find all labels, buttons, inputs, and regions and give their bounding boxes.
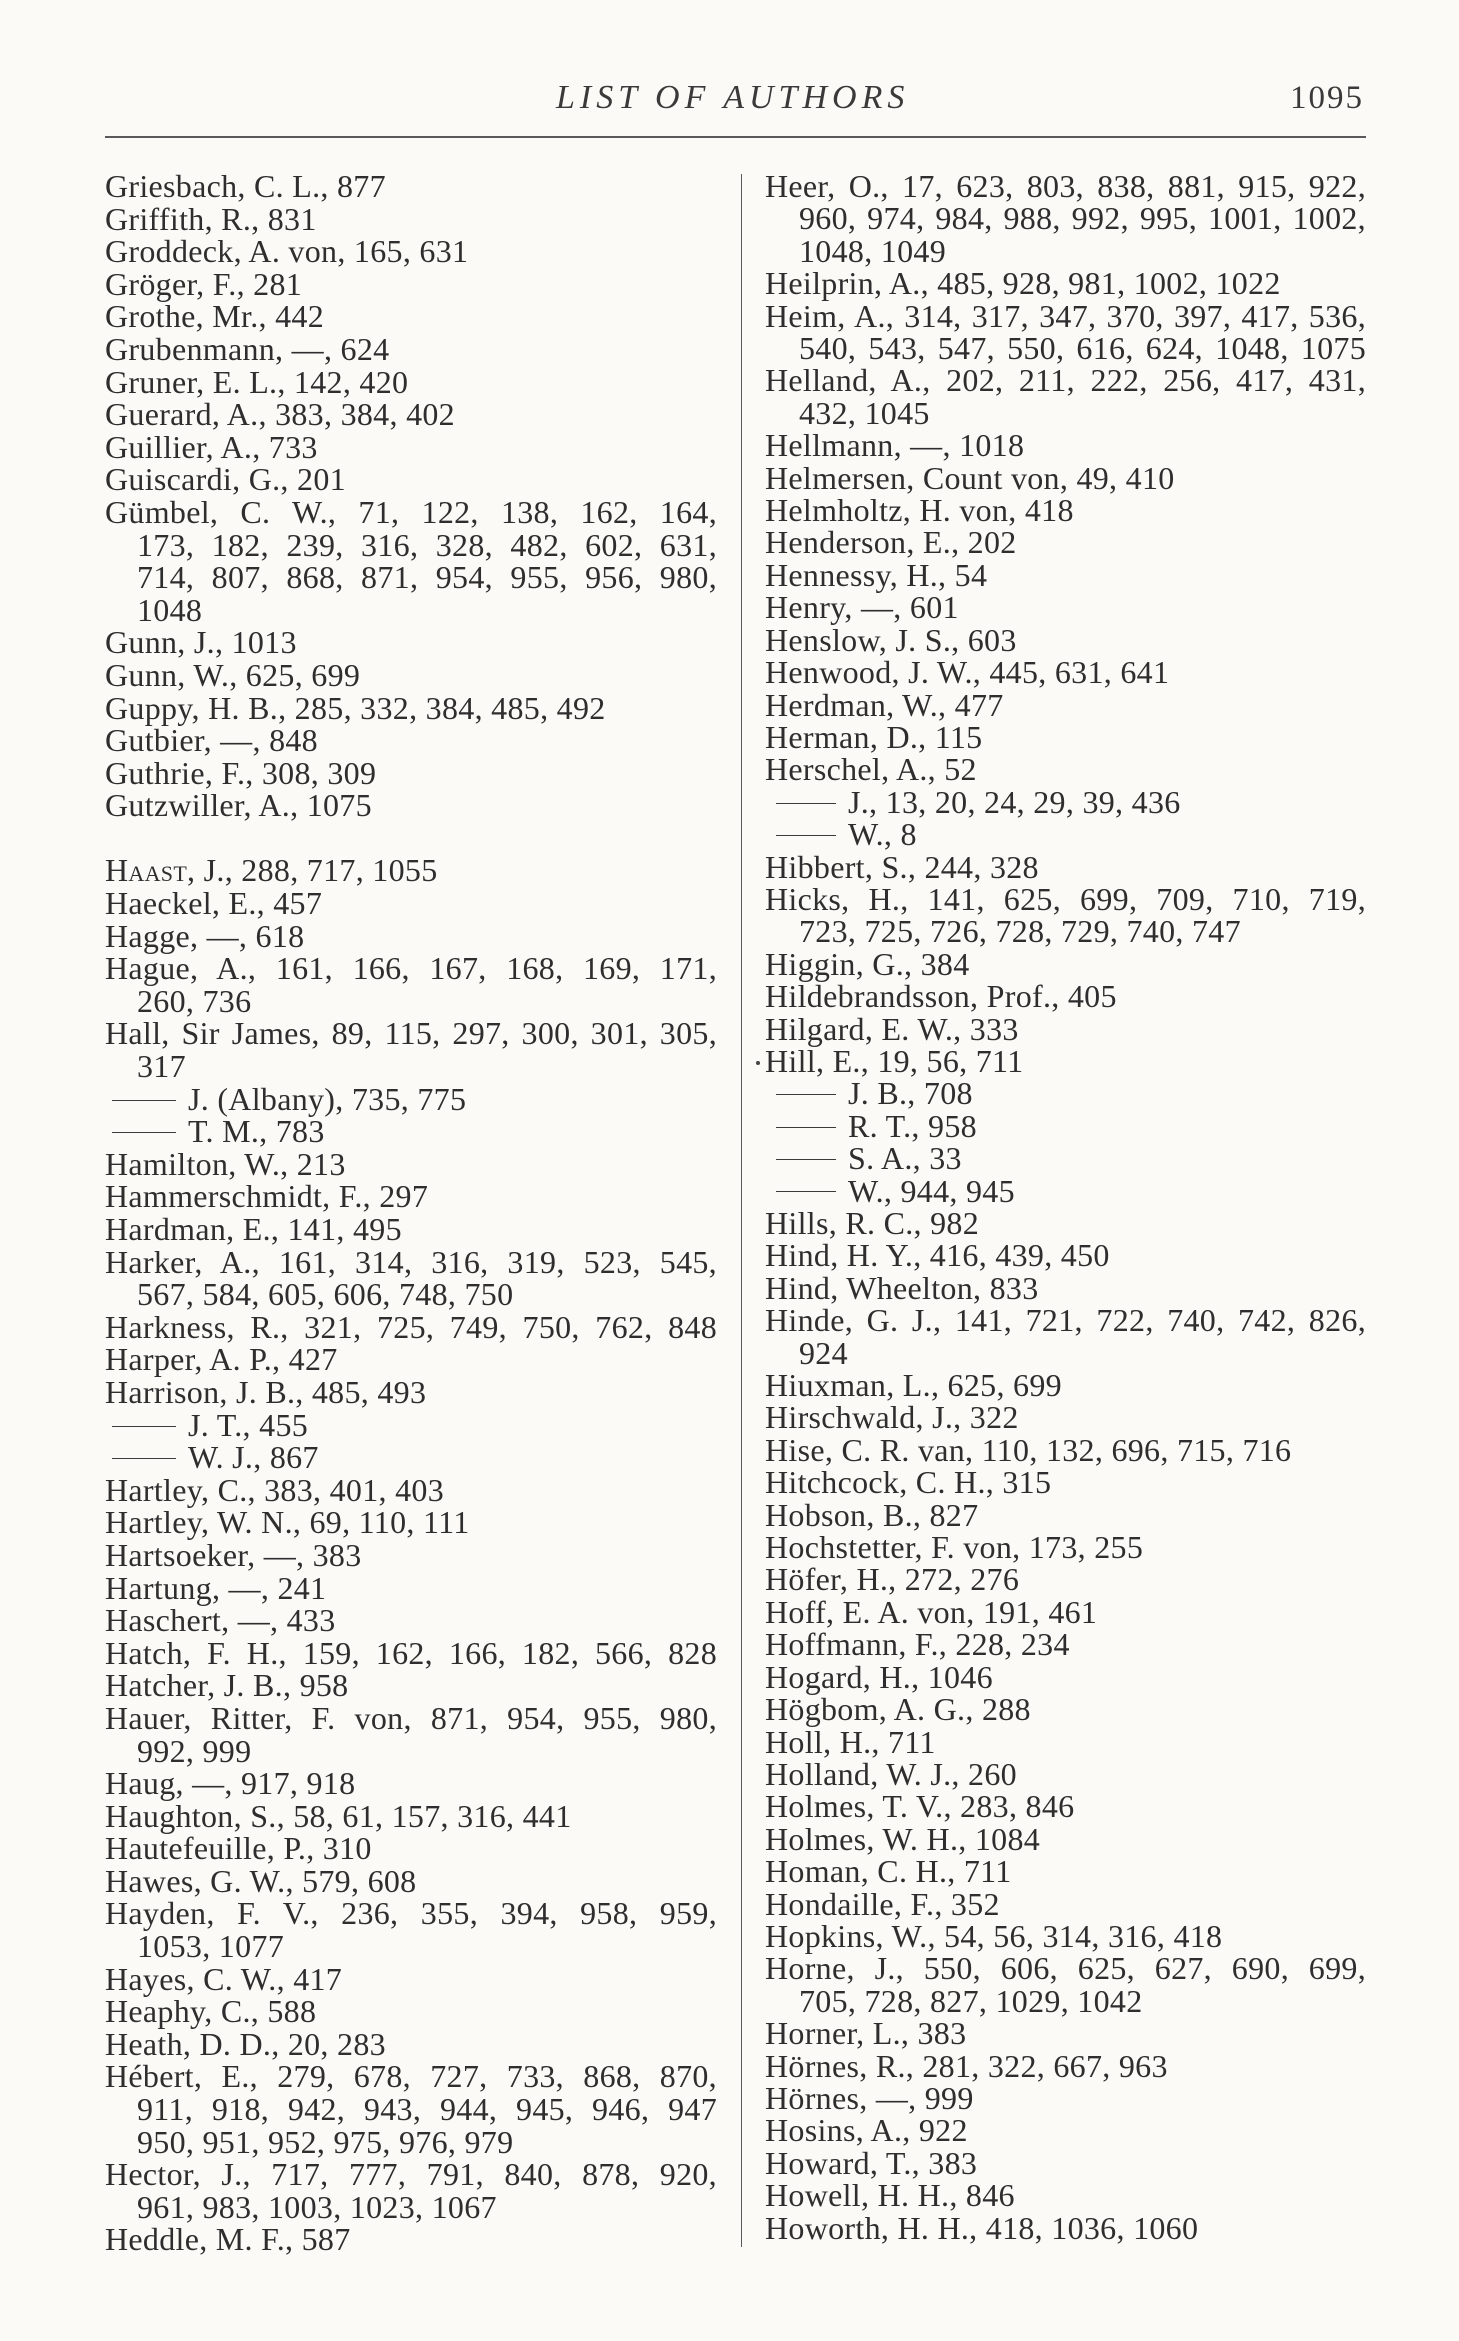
index-entry: Guiscardi, G., 201 <box>105 461 346 498</box>
page-number: 1095 <box>1290 80 1364 116</box>
ditto-dash <box>112 1132 176 1133</box>
index-entry: Harper, A. P., 427 <box>105 1341 338 1378</box>
index-entry: Henslow, J. S., 603 <box>765 621 1017 658</box>
index-entry: Howell, H. H., 846 <box>765 2177 1015 2214</box>
ditto-dash <box>776 1094 836 1095</box>
index-entry-continuation: 992, 999 <box>137 1732 252 1769</box>
index-entry-continuation: 961, 983, 1003, 1023, 1067 <box>137 2188 497 2225</box>
subentry-text: S. A., 33 <box>848 1140 962 1177</box>
index-entry: Hise, C. R. van, 110, 132, 696, 715, 716 <box>765 1431 1292 1468</box>
index-entry: Homan, C. H., 711 <box>765 1853 1012 1890</box>
left-column <box>105 170 717 2256</box>
ditto-dash <box>112 1100 176 1101</box>
index-entry: Hatcher, J. B., 958 <box>105 1667 349 1704</box>
index-entry-continuation: 260, 736 <box>137 982 252 1019</box>
index-entry: Gutzwiller, A., 1075 <box>105 787 372 824</box>
index-entry: Hicks, H., 141, 625, 699, 709, 710, 719, <box>765 880 1366 917</box>
index-entry: Gunn, W., 625, 699 <box>105 656 361 693</box>
index-entry-continuation: 173, 182, 239, 316, 328, 482, 602, 631, <box>137 526 717 563</box>
subentry-text: W., 944, 945 <box>848 1172 1015 1209</box>
index-subentry <box>105 1115 717 1148</box>
index-entry: Hilgard, E. W., 333 <box>765 1010 1019 1047</box>
index-entry: Hind, Wheelton, 833 <box>765 1269 1039 1306</box>
index-entry: Heddle, M. F., 587 <box>105 2221 351 2258</box>
subentry-text: T. M., 783 <box>188 1113 325 1150</box>
index-entry: Gruner, E. L., 142, 420 <box>105 363 409 400</box>
ditto-dash <box>776 1191 836 1192</box>
index-subentry <box>765 1140 1366 1177</box>
index-entry: Gutbier, —, 848 <box>105 722 318 759</box>
ditto-dash <box>776 1159 836 1160</box>
index-entry: Henry, —, 601 <box>765 589 959 626</box>
index-entry: Henwood, J. W., 445, 631, 641 <box>765 654 1170 691</box>
index-entry: Hamilton, W., 213 <box>105 1145 346 1182</box>
index-entry-continuation: 432, 1045 <box>799 394 930 431</box>
index-entry: Hörnes, R., 281, 322, 667, 963 <box>765 2047 1168 2084</box>
ditto-dash <box>776 835 836 836</box>
index-entry: Hauer, Ritter, F. von, 871, 954, 955, 980, <box>105 1699 717 1736</box>
index-entry: Hinde, G. J., 141, 721, 722, 740, 742, 826, <box>765 1302 1366 1339</box>
index-entry: Heim, A., 314, 317, 347, 370, 397, 417, 536, <box>765 297 1366 334</box>
index-entry: Howard, T., 383 <box>765 2144 978 2181</box>
index-entry: Hautefeuille, P., 310 <box>105 1830 372 1867</box>
ditto-dash <box>112 1458 176 1459</box>
index-entry: Gümbel, C. W., 71, 122, 138, 162, 164, <box>105 493 717 530</box>
index-entry: Hill, E., 19, 56, 711 <box>765 1042 1024 1079</box>
index-entry: Heath, D. D., 20, 283 <box>105 2025 386 2062</box>
index-entry: Groddeck, A. von, 165, 631 <box>105 233 469 270</box>
index-entry-continuation: 950, 951, 952, 975, 976, 979 <box>137 2123 514 2160</box>
index-entry-continuation: 1048 <box>137 591 203 628</box>
index-entry: Harkness, R., 321, 725, 749, 750, 762, 848 <box>105 1308 717 1345</box>
index-entry: Gröger, F., 281 <box>105 265 303 302</box>
index-subentry <box>105 1406 717 1443</box>
index-subentry <box>765 1107 1366 1144</box>
index-entry: Holmes, W. H., 1084 <box>765 1820 1041 1857</box>
index-entry: Hall, Sir James, 89, 115, 297, 300, 301, 305, <box>105 1015 717 1052</box>
index-entry: Hague, A., 161, 166, 167, 168, 169, 171, <box>105 950 717 987</box>
print-speck <box>756 1061 760 1065</box>
index-entry: Hogard, H., 1046 <box>765 1658 993 1695</box>
subentry-text: W., 8 <box>848 816 917 853</box>
index-subentry <box>105 1441 717 1474</box>
index-entry: Herschel, A., 52 <box>765 751 977 788</box>
subentry-text: J. B., 708 <box>848 1075 973 1112</box>
subentry-text: J. T., 455 <box>188 1406 309 1443</box>
index-entry: Hondaille, F., 352 <box>765 1885 1000 1922</box>
index-entry-continuation: 1048, 1049 <box>799 232 946 269</box>
index-entry-continuation: 540, 543, 547, 550, 616, 624, 1048, 1075 <box>799 330 1366 367</box>
index-entry: Haeckel, E., 457 <box>105 885 323 922</box>
index-entry: Hibbert, S., 244, 328 <box>765 848 1039 885</box>
index-entry: Hartung, —, 241 <box>105 1569 327 1606</box>
index-entry-continuation: 317 <box>137 1048 186 1085</box>
index-entry: Hobson, B., 827 <box>765 1496 979 1533</box>
subentry-text: W. J., 867 <box>188 1439 319 1476</box>
index-subentry <box>105 1080 717 1117</box>
index-entry: Heilprin, A., 485, 928, 981, 1002, 1022 <box>765 265 1281 302</box>
ditto-dash <box>776 1127 836 1128</box>
index-entry: Höfer, H., 272, 276 <box>765 1561 1020 1598</box>
running-title: LIST OF AUTHORS <box>556 79 910 116</box>
index-entry: Hébert, E., 279, 678, 727, 733, 868, 870, <box>105 2058 717 2095</box>
index-entry: Högbom, A. G., 288 <box>765 1691 1031 1728</box>
index-entry: Hörnes, —, 999 <box>765 2079 974 2116</box>
index-entry: Hatch, F. H., 159, 162, 166, 182, 566, 828 <box>105 1634 717 1671</box>
index-entry: Hammerschmidt, F., 297 <box>105 1178 429 1215</box>
index-entry: Hartley, W. N., 69, 110, 111 <box>105 1504 470 1541</box>
index-entry: Harker, A., 161, 314, 316, 319, 523, 545, <box>105 1243 717 1280</box>
index-entry: Hector, J., 717, 777, 791, 840, 878, 920, <box>105 2156 717 2193</box>
index-entry: Holmes, T. V., 283, 846 <box>765 1788 1075 1825</box>
index-entry: Helland, A., 202, 211, 222, 256, 417, 431, <box>765 362 1366 399</box>
index-entry: Henderson, E., 202 <box>765 524 1017 561</box>
index-entry: Hoffmann, F., 228, 234 <box>765 1626 1070 1663</box>
index-entry: Guppy, H. B., 285, 332, 384, 485, 492 <box>105 689 606 726</box>
index-entry: Grubenmann, —, 624 <box>105 330 390 367</box>
index-entry: Hartley, C., 383, 401, 403 <box>105 1471 445 1508</box>
index-entry-continuation: 723, 725, 726, 728, 729, 740, 747 <box>799 913 1241 950</box>
index-entry: Helmholtz, H. von, 418 <box>765 492 1074 529</box>
index-entry-continuation: 960, 974, 984, 988, 992, 995, 1001, 1002, <box>799 200 1366 237</box>
index-entry: Hiuxman, L., 625, 699 <box>765 1367 1062 1404</box>
section-break <box>105 822 717 855</box>
subentry-text: J., 13, 20, 24, 29, 39, 436 <box>848 783 1181 820</box>
index-entry: Horne, J., 550, 606, 625, 627, 690, 699, <box>765 1950 1366 1987</box>
index-entry-continuation: 911, 918, 942, 943, 944, 945, 946, 947 <box>137 2091 717 2128</box>
ditto-dash <box>776 803 836 804</box>
index-entry: Gunn, J., 1013 <box>105 624 297 661</box>
index-entry: Guthrie, F., 308, 309 <box>105 754 377 791</box>
index-entry: Hills, R. C., 982 <box>765 1205 980 1241</box>
index-entry: Guerard, A., 383, 384, 402 <box>105 396 455 433</box>
index-subentry <box>765 816 1366 853</box>
index-entry: Haug, —, 917, 918 <box>105 1765 356 1802</box>
index-entry: Holl, H., 711 <box>765 1723 936 1760</box>
index-subentry <box>765 1172 1366 1209</box>
index-entry: Hitchcock, C. H., 315 <box>765 1464 1052 1501</box>
index-subentry <box>765 783 1366 820</box>
index-entry: Griffith, R., 831 <box>105 200 317 237</box>
index-entry: Hildebrandsson, Prof., 405 <box>765 978 1117 1015</box>
index-entry: Grothe, Mr., 442 <box>105 298 325 335</box>
index-entry: Hardman, E., 141, 495 <box>105 1211 402 1247</box>
index-entry: Hennessy, H., 54 <box>765 556 988 593</box>
subentry-text: R. T., 958 <box>848 1107 977 1144</box>
index-entry: Hellmann, —, 1018 <box>765 427 1025 464</box>
index-entry: Hagge, —, 618 <box>105 917 305 954</box>
index-entry: Hosins, A., 922 <box>765 2112 968 2149</box>
index-entry: Haughton, S., 58, 61, 157, 316, 441 <box>105 1797 572 1834</box>
index-entry: Haschert, —, 433 <box>105 1602 336 1639</box>
index-entry: Haast, J., 288, 717, 1055 <box>105 852 438 889</box>
index-entry: Herdman, W., 477 <box>765 686 1004 723</box>
index-subentry <box>765 1075 1366 1112</box>
index-entry: Hopkins, W., 54, 56, 314, 316, 418 <box>765 1917 1223 1954</box>
index-entry: Hayden, F. V., 236, 355, 394, 958, 959, <box>105 1895 717 1932</box>
index-entry: Hartsoeker, —, 383 <box>105 1536 362 1573</box>
index-entry: Griesbach, C. L., 877 <box>105 168 386 204</box>
index-entry: Hirschwald, J., 322 <box>765 1399 1019 1436</box>
index-entry-continuation: 705, 728, 827, 1029, 1042 <box>799 1982 1143 2019</box>
right-column <box>765 170 1366 2244</box>
index-entry: Higgin, G., 384 <box>765 945 970 982</box>
index-entry: Hochstetter, F. von, 173, 255 <box>765 1529 1144 1566</box>
subentry-text: J. (Albany), 735, 775 <box>188 1080 467 1117</box>
index-entry: Herman, D., 115 <box>765 718 983 755</box>
index-entry: Hoff, E. A. von, 191, 461 <box>765 1593 1098 1630</box>
index-entry-continuation: 714, 807, 868, 871, 954, 955, 956, 980, <box>137 559 717 596</box>
index-entry: Holland, W. J., 260 <box>765 1755 1017 1792</box>
header-rule <box>105 136 1366 138</box>
index-entry-continuation: 1053, 1077 <box>137 1928 284 1965</box>
index-entry-continuation: 567, 584, 605, 606, 748, 750 <box>137 1276 514 1313</box>
index-entry: Heer, O., 17, 623, 803, 838, 881, 915, 922, <box>765 168 1366 204</box>
index-entry: Harrison, J. B., 485, 493 <box>105 1373 427 1410</box>
index-entry: Heaphy, C., 588 <box>105 1993 317 2030</box>
index-entry: Hind, H. Y., 416, 439, 450 <box>765 1237 1110 1274</box>
ditto-dash <box>112 1426 176 1427</box>
index-entry: Howorth, H. H., 418, 1036, 1060 <box>765 2209 1199 2246</box>
index-entry: Hawes, G. W., 579, 608 <box>105 1862 417 1899</box>
index-entry: Helmersen, Count von, 49, 410 <box>765 459 1175 496</box>
index-entry: Guillier, A., 733 <box>105 428 318 465</box>
column-divider <box>741 174 742 2247</box>
index-entry: Hayes, C. W., 417 <box>105 1960 343 1997</box>
index-entry-continuation: 924 <box>799 1334 848 1371</box>
index-entry: Horner, L., 383 <box>765 2015 967 2052</box>
